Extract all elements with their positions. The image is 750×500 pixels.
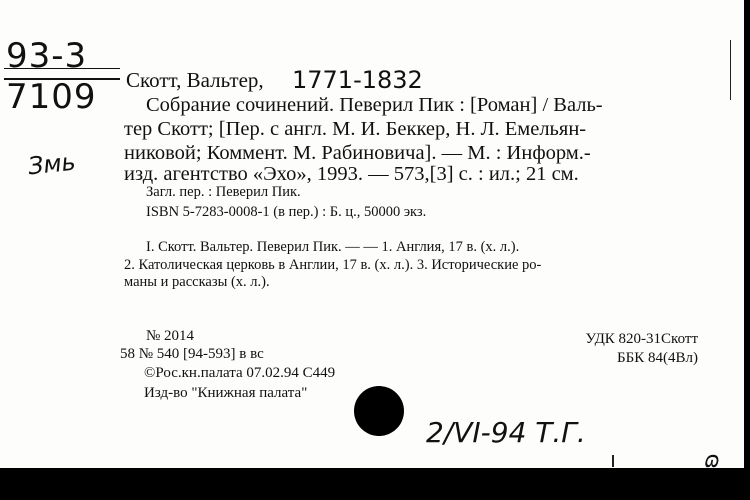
call-number-underline (4, 68, 120, 69)
author-heading: Скотт, Вальтер, (126, 68, 264, 92)
title-line: изд. агентство «Эхо», 1993. — 573,[3] с. : ил.; 21 см. (124, 163, 579, 185)
handwritten-mark: ɷ (704, 448, 721, 468)
margin-note: Змь (26, 147, 77, 181)
accession-line: 58 № 540 [94-593] в вс (120, 346, 264, 362)
title-line: Собрание сочинений. Певерил Пик : [Роман] / Валь- (146, 94, 603, 116)
subject-line: маны и рассказы (х. л.). (124, 274, 270, 290)
pen-mark (612, 455, 614, 467)
subject-line: 2. Католическая церковь в Англии, 17 в. (х. л.). 3. Исторические ро- (124, 257, 542, 273)
bbk-code: ББК 84(4Вл) (617, 350, 698, 366)
handwritten-date-note: 2/VI-94 Т.Г. (426, 416, 586, 449)
accession-number: № 2014 (146, 328, 195, 344)
pen-mark (730, 40, 731, 100)
title-line: никовой; Коммент. М. Рабиновича]. — М. : Информ.- (124, 142, 591, 164)
isbn-line: ISBN 5-7283-0008-1 (в пер.) : Б. ц., 50000 экз. (146, 204, 427, 220)
call-number-bottom: 7109 (6, 77, 97, 117)
udk-code: УДК 820-31Скотт (585, 331, 698, 347)
publisher-line: Изд-во "Книжная палата" (144, 385, 308, 401)
title-note: Загл. пер. : Певерил Пик. (146, 184, 301, 200)
card-edge (744, 0, 750, 468)
subject-line: I. Скотт. Вальтер. Певерил Пик. — — 1. Англия, 17 в. (х. л.). (146, 239, 520, 255)
copyright-line: ©Рос.кн.палата 07.02.94 С449 (144, 365, 336, 381)
punch-hole (354, 386, 404, 436)
call-number-top: 93-3 (6, 36, 88, 76)
author-dates: 1771-1832 (292, 66, 423, 94)
title-line: тер Скотт; [Пер. с англ. М. И. Беккер, Н. Л. Емельян- (124, 118, 587, 140)
